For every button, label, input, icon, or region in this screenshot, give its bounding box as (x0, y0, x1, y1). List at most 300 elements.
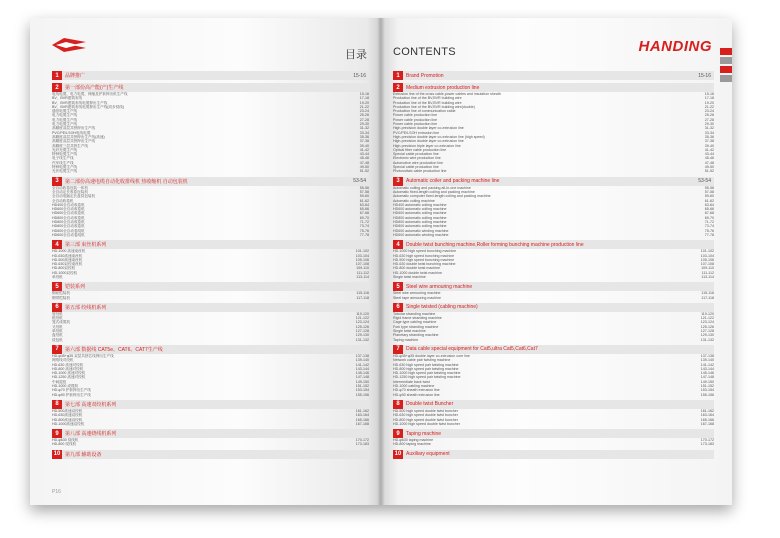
toc-entry (52, 275, 369, 279)
section-number-badge: 2 (52, 83, 62, 92)
toc-entry-page: 17-18 (359, 96, 369, 101)
toc-entry-page: 129-130 (700, 333, 714, 338)
toc-entry-page: 147-148 (355, 375, 369, 380)
toc-entry-page: 15-16 (704, 92, 714, 96)
section-number-badge: 4 (393, 240, 403, 249)
toc-entry-page: 49-50 (704, 165, 714, 170)
toc-entry-title: 电力电缆生产线 (52, 113, 78, 118)
toc-section-header (393, 303, 714, 312)
toc-entry-page: 19-20 (359, 100, 369, 105)
section-number-badge: 10 (53, 451, 61, 458)
toc-entry-page: 137-138 (355, 353, 369, 358)
toc-entry-page: 105-106 (355, 257, 369, 262)
toc-entry-title: 单绞机 (52, 274, 63, 279)
toc-entry-page: 139-140 (700, 358, 714, 363)
toc-entry-title: HD-800高速双绞机 (52, 417, 83, 422)
toc-entry-title: 单绞机 (52, 329, 63, 334)
toc-entry-title: HD-φ45+φ35 double layer co-extrusion core line (393, 353, 470, 358)
toc-entry-title: 电线电缆、电力电缆、伸缩及护套押出机生产线 (52, 92, 128, 96)
toc-entry-page: 23-24 (704, 109, 714, 114)
section-number-badge: 1 (393, 71, 403, 80)
toc-entry-title: HD-630 high speed double twist buncher (393, 413, 458, 418)
toc-entry-page: 165-166 (355, 417, 369, 422)
toc-entry (52, 169, 369, 173)
toc-entry-title: HD-φ45+φ35 双层共挤芯线押出生产线 (52, 353, 114, 358)
toc-section-header (393, 429, 714, 438)
toc-entry-page: 103-104 (355, 253, 369, 258)
toc-entry-page: 61-62 (704, 198, 714, 203)
section-title: Double twist Buncher (406, 401, 454, 408)
toc-entry-title: PVC/PE/LSOH extrusion line (393, 130, 440, 135)
toc-entry-page: 77-78 (704, 232, 714, 237)
section-number-badge: 9 (52, 429, 62, 438)
toc-entry-page: 167-168 (700, 421, 714, 426)
section-number-badge: 2 (393, 83, 403, 92)
toc-entry-page: 153-154 (355, 388, 369, 393)
toc-entry-page: 151-152 (355, 384, 369, 389)
toc-entry-title: HD-1000 high speed bunching machine (393, 249, 457, 254)
toc-entry-title: HD-800 double twist machine (393, 266, 440, 271)
toc-section-header (393, 71, 714, 80)
toc-entry-title: HD-500高速双绞机 (52, 408, 83, 413)
toc-entry-page: 119-120 (701, 311, 714, 316)
toc-entry-title: Tubular stranding machine (393, 311, 436, 316)
toc-entry-title: HD-1250 高速对绞机 (52, 375, 86, 380)
toc-entry-page: 37-38 (704, 139, 714, 144)
section-page-range: 15-16 (353, 72, 366, 79)
toc-entry-page: 103-104 (700, 253, 714, 258)
toc-entry-title: Single twist machine (393, 274, 426, 279)
toc-entry (393, 296, 714, 300)
toc-entry-page: 111-112 (701, 270, 714, 275)
toc-entry-page: 73-74 (704, 224, 714, 229)
toc-entry-title: 中间退扭 (52, 379, 67, 384)
toc-entry-title: HD-φ90 sheath extrusion line (393, 392, 440, 397)
toc-entry-title: HD-φ70 sheath extrusion line (393, 388, 440, 393)
toc-entry-page: 71-72 (704, 220, 714, 225)
book-gutter (377, 18, 385, 505)
toc-entry-page: 143-144 (700, 366, 714, 371)
toc-entry-page: 131-132 (355, 337, 369, 342)
toc-entry-page: 137-138 (700, 353, 714, 358)
toc-entry-title: High-precision double layer co-extrusion line (high speed) (393, 134, 485, 139)
toc-entry (393, 233, 714, 237)
toc-entry (52, 442, 369, 446)
toc-entry-title: HD-500 high speed double twist buncher (393, 408, 458, 413)
toc-entry-page: 43-44 (704, 152, 714, 157)
toc-entry-title: HD400 automatic coiling machine (393, 202, 447, 207)
section-number-badge: 1 (52, 71, 62, 80)
toc-section-header (393, 240, 714, 249)
handing-logo-icon (52, 36, 86, 54)
toc-entry-title: 特种电缆生产线 (52, 165, 78, 170)
toc-entry-page: 117-118 (701, 295, 714, 300)
toc-entry-title: 全自动收卷机 (52, 198, 74, 203)
toc-entry-title: HD-1000 高速束丝机 (52, 249, 86, 254)
section-title: 铠装系列 (65, 284, 86, 291)
section-title: 第一部份高产能(产)生产线 (65, 85, 124, 91)
toc-entry-page: 105-106 (700, 257, 714, 262)
section-title: Automatic coiler and packing machine line (406, 178, 500, 185)
page-title-en: CONTENTS (393, 46, 456, 58)
toc-entry-title: HD600全自动收卷机 (52, 211, 85, 216)
section-title: Steel wire armouring machine (406, 283, 473, 290)
page-folio: P16 (52, 489, 61, 495)
toc-section-header (393, 400, 714, 409)
edge-tab (720, 75, 732, 82)
toc-entry-page: 17-18 (704, 96, 714, 101)
toc-entry-page: 141-142 (700, 362, 714, 367)
toc-entry-title: HD-500高速束丝机 (52, 257, 83, 262)
toc-entry-page: 29-30 (704, 122, 714, 127)
toc-section-header (393, 282, 714, 291)
section-number-badge: 3 (393, 177, 403, 186)
toc-entry-page: 113-114 (356, 274, 369, 279)
toc-entry-title: HD-630 high speed pair twisting machine (393, 362, 459, 367)
toc-entry-title: BV、BVR建筑布线电缆押出生产线 (52, 100, 108, 105)
toc-entry-page: 125-126 (355, 324, 369, 329)
section-number-badge: 6 (393, 303, 403, 312)
section-title: 第五部 绞线机系列 (65, 304, 107, 311)
section-page-range: 53-54 (698, 178, 711, 185)
toc-entry-title: 汽车线生产线 (52, 160, 74, 165)
toc-entry-page: 39-40 (704, 143, 714, 148)
toc-entry-title: HD-630 高速对绞机 (52, 362, 84, 367)
toc-entry-title: Production line of the BV,BVR building wire (393, 96, 462, 101)
toc-entry-title: Steel tape armouring machine (393, 295, 441, 300)
toc-entry-title: HD-φ90 护套押出生产线 (52, 392, 91, 397)
section-title: Brand Promotion (406, 72, 444, 79)
toc-entry-page: 67-68 (359, 211, 369, 216)
toc-entry-title: HD-φ630 绕线机 (52, 438, 79, 443)
section-title: Double twist bunching machine,Roller forming bunching machine production line (406, 241, 584, 248)
toc-entry-page: 59-60 (359, 194, 369, 199)
toc-entry-title: 盘绞机 (52, 333, 63, 338)
section-title: 第三部 束丝机系列 (65, 242, 107, 249)
toc-entry-page: 101-102 (355, 249, 369, 254)
toc-entry-title: HD-φ70 护套押出生产线 (52, 388, 91, 393)
toc-entry-title: HD600 automatic coiling machine (393, 211, 447, 216)
toc-section-header (52, 83, 369, 92)
toc-entry-title: 电子线生产线 (52, 156, 74, 161)
toc-entry-title: High-precision double layer co-extrusion line (393, 139, 464, 144)
toc-entry-page: 145-146 (355, 371, 369, 376)
toc-entry-page: 123-124 (700, 320, 714, 325)
toc-entry-title: HD600全自动卷绕机 (52, 228, 85, 233)
toc-entry-title: HD800全自动收卷机 (52, 215, 85, 220)
toc-entry-page: 170-172 (700, 438, 714, 443)
toc-entry-page: 71-72 (359, 220, 369, 225)
toc-entry-page: 121-122 (355, 316, 369, 321)
toc-entry-title: Planetary stranding machine (393, 333, 439, 338)
brochure-spread (30, 18, 732, 505)
toc-entry-page: 115-116 (701, 291, 714, 296)
toc-entry-page: 47-48 (704, 160, 714, 165)
toc-entry-page: 61-62 (359, 198, 369, 203)
toc-entry-page: 149-150 (700, 379, 714, 384)
toc-entry-page: 143-144 (355, 366, 369, 371)
toc-entry-page: 69-70 (359, 215, 369, 220)
toc-entry-page: 65-66 (359, 207, 369, 212)
toc-entry-title: High-precision double layer co-extrusion line (393, 126, 464, 131)
toc-entry-title: HD800 automatic coiling machine (393, 224, 447, 229)
toc-entry-page: 51-52 (704, 169, 714, 174)
toc-entry-title: HD-800 高速对绞机 (52, 366, 84, 371)
toc-entry-page: 67-68 (704, 211, 714, 216)
toc-entry-title: Production line of communication cable (393, 109, 456, 114)
toc-entry-page: 37-38 (359, 139, 369, 144)
section-number-badge: 10 (394, 451, 402, 458)
toc-section-header (52, 345, 369, 354)
toc-entry-page: 119-120 (356, 311, 369, 316)
toc-entry-title: 框绞机 (52, 316, 63, 321)
toc-entry-page: 107-108 (700, 262, 714, 267)
left-page (30, 18, 381, 505)
toc-chinese (52, 68, 369, 459)
toc-entry-title: HD800全自动收卷机 (52, 220, 85, 225)
toc-entry-page: 21-22 (704, 104, 714, 109)
toc-entry-title: 高精度双层共挤押出生产线(高速) (52, 134, 105, 139)
toc-entry-title: 管绞机 (52, 311, 63, 316)
toc-section-header (393, 450, 714, 459)
toc-section-header (52, 282, 369, 291)
toc-entry-page: 161-162 (700, 408, 714, 413)
section-number-badge: 8 (52, 400, 62, 409)
toc-entry-title: 笼式成缆机 (52, 320, 70, 325)
toc-entry-page: 121-122 (700, 316, 714, 321)
toc-entry-page: 155-156 (700, 392, 714, 397)
toc-entry-page: 25-26 (359, 113, 369, 118)
toc-entry-page: 109-110 (701, 266, 714, 271)
toc-english (393, 68, 714, 459)
toc-section-header (52, 429, 369, 438)
toc-entry-page: 15-16 (359, 92, 369, 96)
toc-entry-title: Single twist machine (393, 329, 426, 334)
toc-section-header (393, 83, 714, 92)
toc-entry-title: HD-800 high speed pair twisting machine (393, 366, 459, 371)
section-number-badge: 8 (393, 400, 403, 409)
section-number-badge: 6 (52, 303, 62, 312)
toc-entry-title: PVC/PE/LSOH电线电缆 (52, 130, 91, 135)
toc-entry-page: 101-102 (700, 249, 714, 254)
toc-entry-title: 钢丝铠装机 (52, 291, 70, 296)
toc-entry-page: 21-22 (359, 104, 369, 109)
toc-entry-title: HD600全自动收卷机 (52, 207, 85, 212)
toc-entry-page: 113-114 (701, 274, 714, 279)
toc-entry (52, 338, 369, 342)
section-title: 第七部 高速双绞机系列 (65, 401, 117, 408)
toc-entry-page: 170-172 (355, 438, 369, 443)
toc-entry-title: High-precision triple layer co-extrusion line (393, 143, 461, 148)
toc-entry-title: 光伏电缆生产线 (52, 169, 78, 174)
section-title: 第八部 高速绕线机系列 (65, 431, 117, 438)
toc-entry-page: 45-46 (704, 156, 714, 161)
toc-entry-title: HD-1000双绞机 (52, 270, 78, 275)
section-title: 第二部份高速电缆自动化收排线机 热收缩机 自动包装机 (65, 178, 188, 185)
toc-entry-page: 49-50 (359, 165, 369, 170)
toc-entry-title: HD400全自动收卷机 (52, 202, 85, 207)
edge-tab (720, 66, 732, 73)
toc-entry-title: HD-630 double twist bunching machine (393, 262, 456, 267)
toc-entry-title: 叉绞机 (52, 324, 63, 329)
toc-entry-title: 网络线对绞机 (52, 358, 74, 363)
toc-entry-page: 55-56 (704, 185, 714, 190)
toc-section-header (52, 240, 369, 249)
toc-entry-title: 特种电缆生产线 (52, 152, 78, 157)
toc-entry-title: Special cable production line (393, 152, 439, 157)
toc-entry-page: 131-132 (700, 337, 714, 342)
toc-entry-title: HD-1250 high speed pair twisting machine (393, 375, 461, 380)
toc-entry-page: 27-28 (704, 117, 714, 122)
toc-section-header (52, 400, 369, 409)
toc-entry-page: 139-140 (355, 358, 369, 363)
toc-entry-page: 153-154 (700, 388, 714, 393)
toc-entry-page: 151-152 (700, 384, 714, 389)
toc-entry-page: 43-44 (359, 152, 369, 157)
toc-entry-page: 107-108 (355, 262, 369, 267)
toc-entry-page: 165-166 (700, 417, 714, 422)
toc-entry-page: 145-146 (700, 371, 714, 376)
toc-entry-title: Taping machine (393, 337, 419, 342)
toc-entry-title: HD-630高速束丝机 (52, 253, 83, 258)
toc-entry (393, 393, 714, 397)
toc-entry-title: Network cable pair twisting machine (393, 358, 451, 363)
section-title: Data cable special equipment for Cat5,ultra Cat5,Cat6,Cat7 (406, 346, 538, 353)
toc-entry-title: Optical fiber cable production line (393, 147, 447, 152)
toc-entry-title: Extrusion line of the cross cable,power cables and insulation sheath (393, 92, 501, 96)
edge-tabs (720, 48, 732, 88)
toc-entry (393, 422, 714, 426)
toc-entry-page: 31-32 (359, 126, 369, 131)
toc-entry-title: Automatic coiling and packing all-in-one machine (393, 185, 471, 190)
toc-entry-title: HD-630 high speed bunching machine (393, 253, 455, 258)
toc-entry-page: 155-156 (355, 392, 369, 397)
toc-entry-title: HD-1000 high speed pair twisting machine (393, 371, 461, 376)
toc-entry-page: 173-183 (355, 442, 369, 447)
toc-entry-page: 39-40 (359, 143, 369, 148)
toc-entry-title: HD-1000 double twist machine (393, 270, 442, 275)
page-title-cn: 目录 (345, 49, 367, 61)
toc-section-header (52, 450, 369, 459)
toc-entry-page: 57-58 (704, 189, 714, 194)
section-title: Taping machine (406, 430, 442, 437)
toc-entry-page: 77-78 (359, 232, 369, 237)
section-title: 品牌推广 (65, 73, 86, 79)
toc-entry-title: Automatic computer fixed-length coiling and packing machine (393, 194, 491, 199)
toc-entry-title: 全自动收卷包装一体机 (52, 185, 88, 190)
toc-entry-title: Production line of the BV,BVR building wire (393, 100, 462, 105)
toc-entry-title: HD600全自动卷绕机 (52, 232, 85, 237)
toc-entry-page: 141-142 (355, 362, 369, 367)
toc-entry-page: 45-46 (359, 156, 369, 161)
toc-entry (393, 275, 714, 279)
section-title: Single twisted (cabling machine) (406, 304, 478, 311)
brand-logo: HANDING (638, 38, 712, 55)
toc-entry-title: HD-1000 高速对绞机 (52, 371, 86, 376)
toc-entry-page: 75-76 (704, 228, 714, 233)
toc-entry-title: 全自动电脑定长盘绕包装机 (52, 194, 96, 199)
toc-entry-page: 51-52 (359, 169, 369, 174)
toc-entry-title: Automatic coiling machine (393, 198, 435, 203)
section-title: 第六部 数据线 CAT5e、CAT6、CAT7生产线 (65, 346, 163, 353)
toc-entry-title: HD800 automatic coiling machine (393, 220, 447, 225)
toc-entry-page: 167-168 (355, 421, 369, 426)
toc-entry-title: HD-1000 high speed double twist buncher (393, 421, 460, 426)
section-number-badge: 3 (52, 177, 62, 186)
toc-entry (393, 338, 714, 342)
toc-entry-title: 绕包机 (52, 337, 63, 342)
toc-entry-page: 65-66 (704, 207, 714, 212)
toc-section-header (52, 177, 369, 186)
toc-entry-title: HD600 automatic winding machine (393, 228, 449, 233)
toc-entry-page: 117-118 (356, 295, 369, 300)
toc-entry-page: 33-34 (704, 130, 714, 135)
toc-entry-title: 高精度三层共挤生产线 (52, 143, 88, 148)
toc-entry-page: 63-64 (359, 202, 369, 207)
toc-entry-page: 23-24 (359, 109, 369, 114)
toc-entry-page: 35-36 (704, 134, 714, 139)
toc-entry-page: 75-76 (359, 228, 369, 233)
toc-entry-page: 33-34 (359, 130, 369, 135)
toc-entry-page: 41-42 (359, 147, 369, 152)
toc-entry-page: 25-26 (704, 113, 714, 118)
section-number-badge: 5 (52, 282, 62, 291)
toc-section-header (52, 71, 369, 80)
section-number-badge: 7 (52, 345, 62, 354)
toc-entry (393, 442, 714, 446)
toc-entry-page: 123-124 (355, 320, 369, 325)
section-title: 第九部 辅助设备 (65, 451, 102, 458)
toc-section-header (52, 303, 369, 312)
edge-tab (720, 57, 732, 64)
toc-entry-page: 147-148 (700, 375, 714, 380)
toc-entry-page: 55-56 (359, 185, 369, 190)
toc-entry-title: HD-1000 成缆机 (52, 384, 79, 389)
section-page-range: 53-54 (353, 178, 366, 185)
toc-entry-title: HD-800 high speed double twist buncher (393, 417, 458, 422)
toc-entry (52, 296, 369, 300)
toc-entry-page: 31-32 (704, 126, 714, 131)
toc-entry-title: Power cable production line (393, 122, 438, 127)
toc-entry-title: HD-800 绕线机 (52, 442, 77, 447)
toc-entry (52, 393, 369, 397)
toc-entry-title: HD800全自动收卷机 (52, 224, 85, 229)
toc-entry-page: 161-162 (355, 408, 369, 413)
toc-entry-title: HD-630双绞束丝机 (52, 262, 83, 267)
toc-entry-title: Steel wire armouring machine (393, 291, 441, 296)
toc-entry-page: 73-74 (359, 224, 369, 229)
toc-entry-page: 149-150 (355, 379, 369, 384)
toc-entry-page: 59-60 (704, 194, 714, 199)
toc-entry (393, 169, 714, 173)
toc-entry-page: 163-164 (700, 413, 714, 418)
edge-tab (720, 48, 732, 55)
toc-entry-title: Automatic fixed-length coiling and packing machine (393, 189, 475, 194)
toc-entry-title: 全自动定长收卷包装机 (52, 189, 88, 194)
toc-entry-title: HD-1000高速双绞机 (52, 421, 85, 426)
toc-section-header (393, 177, 714, 186)
toc-entry-title: 高精度双层共挤押出生产线 (52, 126, 96, 131)
toc-entry-title: HD800 automatic coiling machine (393, 215, 447, 220)
toc-entry-page: 63-64 (704, 202, 714, 207)
toc-entry-page: 129-130 (355, 333, 369, 338)
right-page (381, 18, 732, 505)
toc-entry-page: 57-58 (359, 189, 369, 194)
toc-entry-title: HD-630高速双绞机 (52, 413, 83, 418)
toc-entry-title: Rigid frame stranding machine (393, 316, 442, 321)
toc-section-header (393, 345, 714, 354)
section-page-range: 15-16 (698, 72, 711, 79)
